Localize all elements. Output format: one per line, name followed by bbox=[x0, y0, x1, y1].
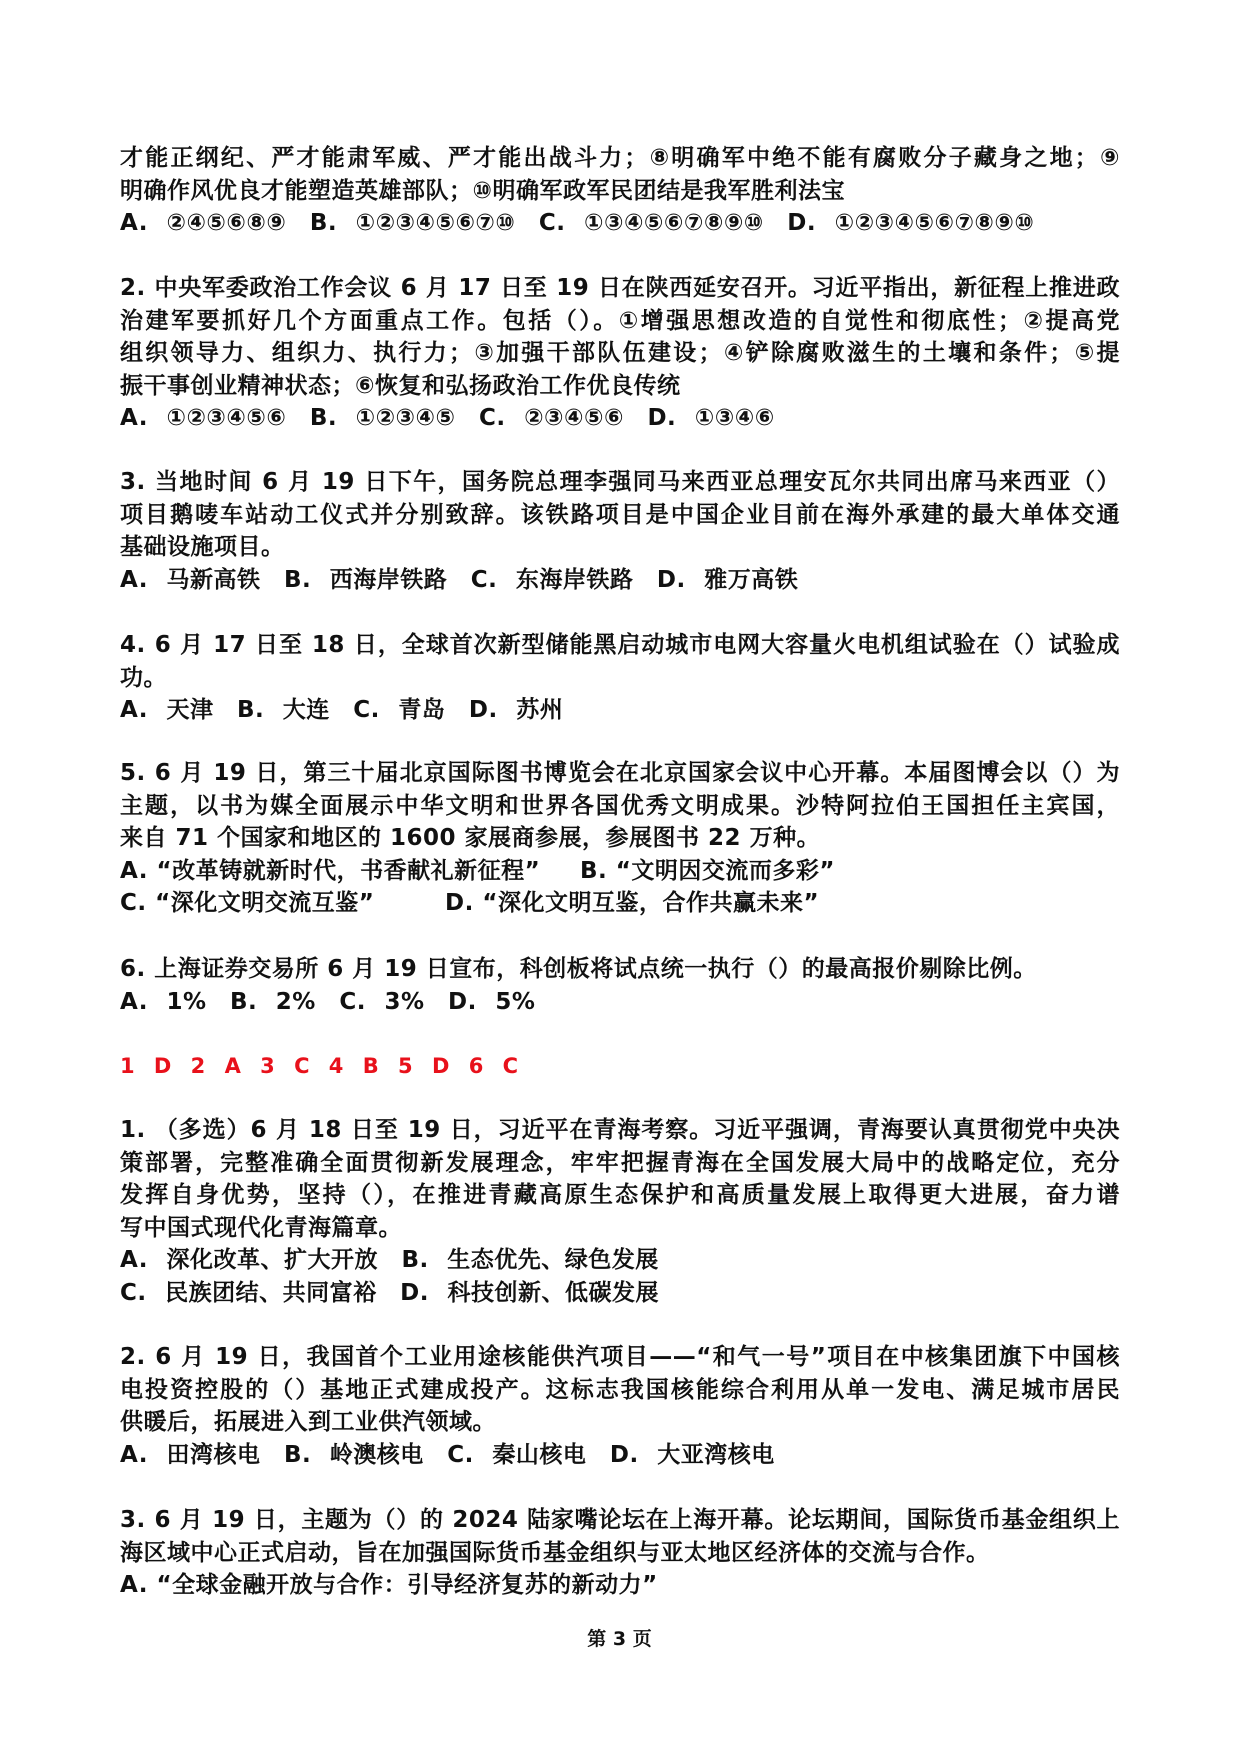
option-c: C. “深化文明交流互鉴” bbox=[120, 890, 375, 916]
question-text: 6. 上海证券交易所 6 月 19 日宣布，科创板将试点统一执行（）的最高报价剔除比例。 bbox=[120, 956, 1037, 982]
question-options bbox=[120, 855, 1120, 888]
question-options bbox=[120, 887, 1120, 920]
question-text: 1. （多选）6 月 18 日至 19 日，习近平在青海考察。习近平强调，青海要认真贯彻党中央决 bbox=[120, 1117, 1120, 1143]
question-text: 海区域中心正式启动，旨在加强国际货币基金组织与亚太地区经济体的交流与合作。 bbox=[120, 1539, 990, 1566]
question-options: A. 天津 B. 大连 C. 青岛 D. 苏州 bbox=[120, 697, 564, 723]
new-question-3 bbox=[120, 1504, 1120, 1602]
new-question-1 bbox=[120, 1114, 1120, 1309]
question-text: 4. 6 月 17 日至 18 日，全球首次新型储能黑启动城市电网大容量火电机组试验在（）试验成 bbox=[120, 632, 1120, 658]
question-text: 写中国式现代化青海篇章。 bbox=[120, 1214, 402, 1241]
option-b: B. “文明因交流而多彩” bbox=[580, 857, 836, 884]
question-text: 电投资控股的（）基地正式建成投产。这标志我国核能综合利用从单一发电、满足城市居民 bbox=[120, 1376, 1120, 1403]
question-options: C. 民族团结、共同富裕 D. 科技创新、低碳发展 bbox=[120, 1279, 659, 1306]
question-text: 来自 71 个国家和地区的 1600 家展商参展，参展图书 22 万种。 bbox=[120, 825, 821, 851]
answer-key-text: 1 D 2 A 3 C 4 B 5 D 6 C bbox=[120, 1054, 525, 1078]
question-text: 2. 中央军委政治工作会议 6 月 17 日至 19 日在陕西延安召开。习近平指出，新征程上推进政 bbox=[120, 275, 1120, 301]
question-3 bbox=[120, 466, 1120, 596]
option-d: D. “深化文明互鉴，合作共赢未来” bbox=[445, 890, 820, 916]
question-options: A. 深化改革、扩大开放 B. 生态优先、绿色发展 bbox=[120, 1247, 659, 1273]
question-text: 供暖后，拓展进入到工业供汽领域。 bbox=[120, 1409, 496, 1435]
question-6 bbox=[120, 953, 1120, 1018]
question-text: 组织领导力、组织力、执行力；③加强干部队伍建设；④铲除腐败滋生的土壤和条件；⑤提 bbox=[120, 340, 1120, 366]
question-text: 3. 当地时间 6 月 19 日下午，国务院总理李强同马来西亚总理安瓦尔共同出席马来西亚（） bbox=[120, 469, 1120, 495]
question-options: A. “全球金融开放与合作：引导经济复苏的新动力” bbox=[120, 1572, 658, 1598]
question-text: 5. 6 月 19 日，第三十届北京国际图书博览会在北京国家会议中心开幕。本届图博会以（）为 bbox=[120, 760, 1120, 786]
question-text: 明确作风优良才能塑造英雄部队；⑩明确军政军民团结是我军胜利法宝 bbox=[120, 177, 845, 204]
question-5 bbox=[120, 757, 1120, 920]
question-text: 振干事创业精神状态；⑥恢复和弘扬政治工作优良传统 bbox=[120, 372, 681, 399]
question-options: A. 1% B. 2% C. 3% D. 5% bbox=[120, 988, 536, 1015]
question-2 bbox=[120, 272, 1120, 435]
question-text: 主题，以书为媒全面展示中华文明和世界各国优秀文明成果。沙特阿拉伯王国担任主宾国， bbox=[120, 792, 1120, 819]
question-4 bbox=[120, 629, 1120, 727]
question-options: A. 田湾核电 B. 岭澳核电 C. 秦山核电 D. 大亚湾核电 bbox=[120, 1441, 775, 1468]
question-options: A. ②④⑤⑥⑧⑨ B. ①②③④⑤⑥⑦⑩ C. ①③④⑤⑥⑦⑧⑨⑩ D. ①②③④⑤⑥⑦⑧⑨⑩ bbox=[120, 210, 1035, 236]
question-continuation bbox=[120, 142, 1120, 240]
question-options: A. 马新高铁 B. 西海岸铁路 C. 东海岸铁路 D. 雅万高铁 bbox=[120, 566, 799, 593]
question-text: 3. 6 月 19 日，主题为（）的 2024 陆家嘴论坛在上海开幕。论坛期间，国际货币基金组织上 bbox=[120, 1507, 1120, 1533]
page-number: 第 3 页 bbox=[587, 1628, 652, 1650]
question-text: 发挥自身优势，坚持（），在推进青藏高原生态保护和高质量发展上取得更大进展，奋力谱 bbox=[120, 1182, 1120, 1208]
question-text: 功。 bbox=[120, 664, 167, 691]
question-text: 治建军要抓好几个方面重点工作。包括（）。①增强思想改造的自觉性和彻底性；②提高党 bbox=[120, 307, 1120, 334]
question-options: A. ①②③④⑤⑥ B. ①②③④⑤ C. ②③④⑤⑥ D. ①③④⑥ bbox=[120, 405, 775, 431]
option-a: A. “改革铸就新时代，书香献礼新征程” bbox=[120, 857, 541, 884]
new-question-2 bbox=[120, 1341, 1120, 1471]
answer-key bbox=[120, 1050, 1120, 1083]
question-text: 基础设施项目。 bbox=[120, 534, 285, 560]
question-text: 项目鹅唛车站动工仪式并分别致辞。该铁路项目是中国企业目前在海外承建的最大单体交通 bbox=[120, 501, 1120, 528]
question-text: 策部署，完整准确全面贯彻新发展理念，牢牢把握青海在全国发展大局中的战略定位，充分 bbox=[120, 1149, 1120, 1176]
question-text: 才能正纲纪、严才能肃军威、严才能出战斗力；⑧明确军中绝不能有腐败分子藏身之地；⑨ bbox=[120, 145, 1120, 171]
question-text: 2. 6 月 19 日，我国首个工业用途核能供汽项目——“和气一号”项目在中核集团旗下中国核 bbox=[120, 1344, 1120, 1370]
